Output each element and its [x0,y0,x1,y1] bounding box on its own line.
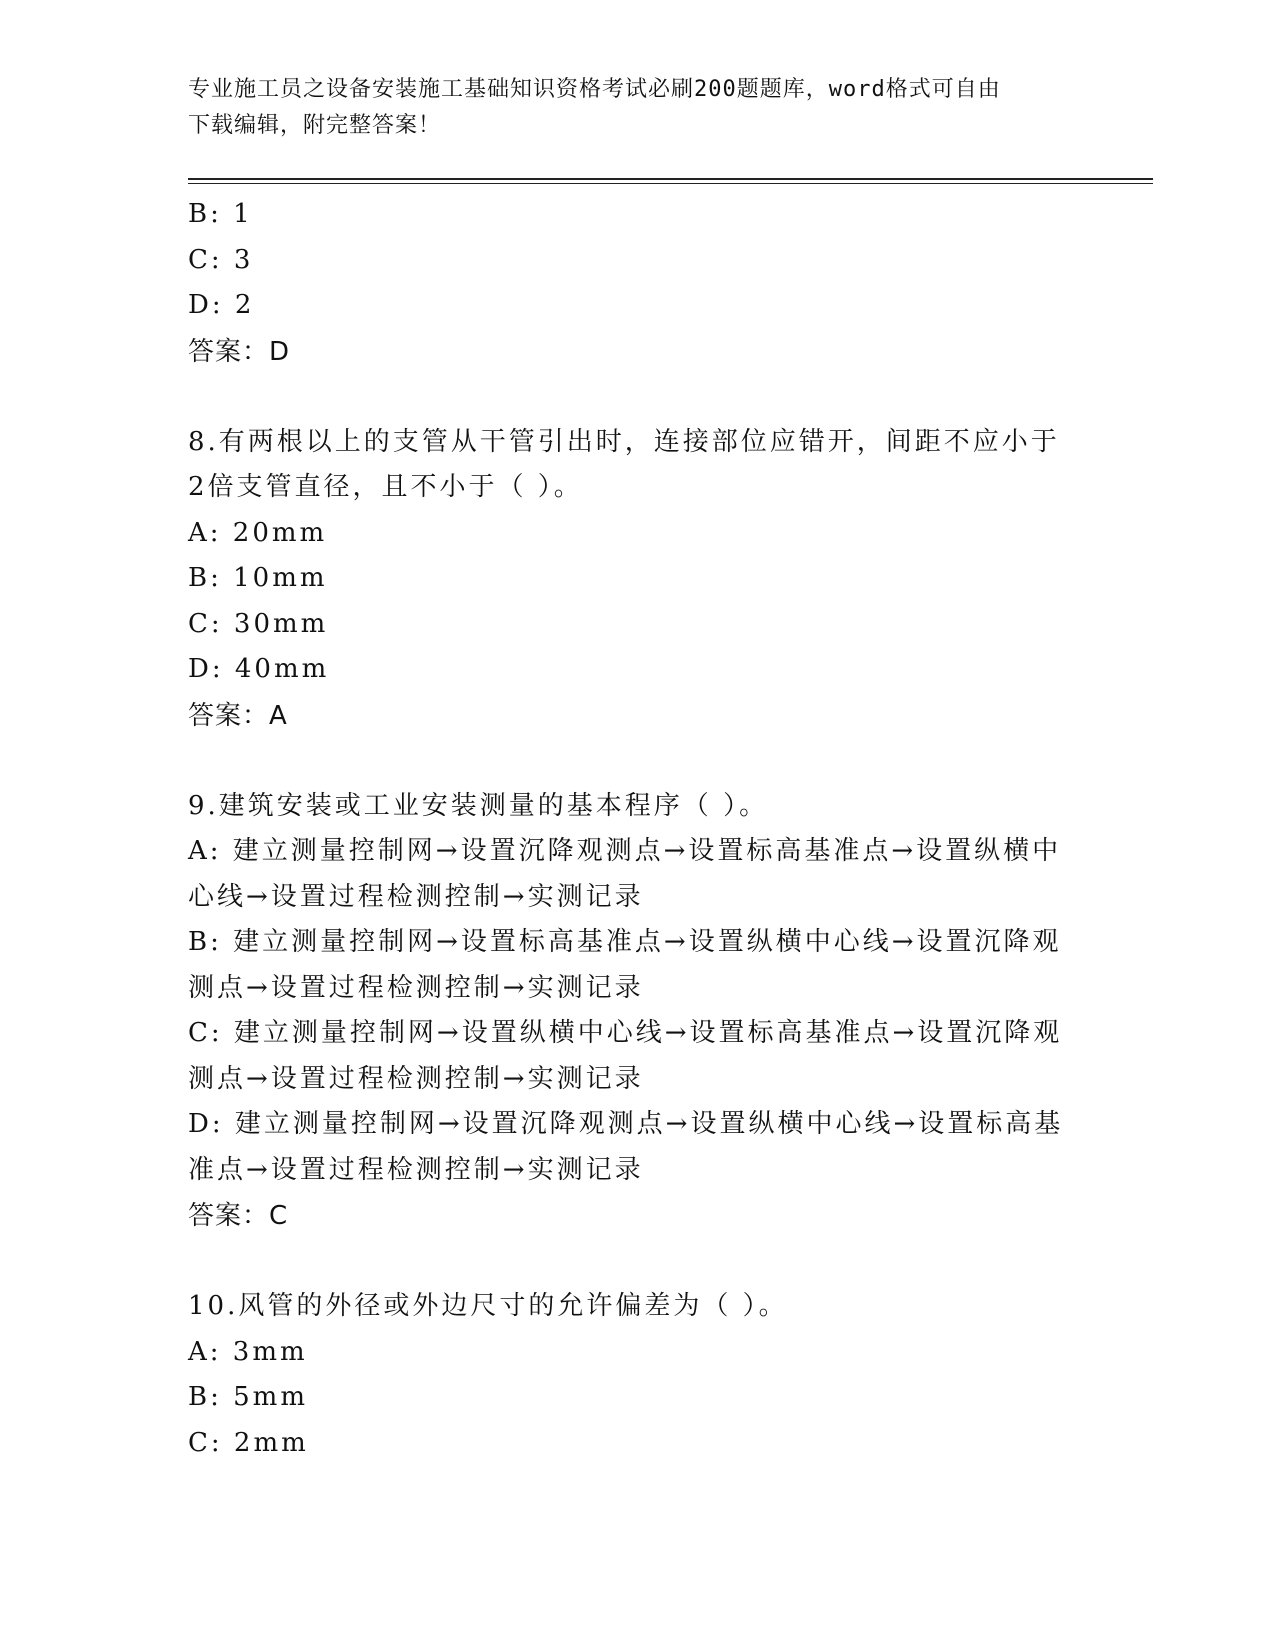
option-a: A: 20mm [188,517,328,548]
option-d-line-2: 准点→设置过程检测控制→实测记录 [188,1154,644,1185]
question-9 [188,784,1088,1240]
question-text: 9.建筑安装或工业安装测量的基本程序（ ）。 [188,790,769,821]
question-7 [188,192,1088,375]
option-d: D: 40mm [188,654,330,684]
question-10 [188,1284,1088,1466]
document-header [188,72,1088,144]
option-a: A: 3mm [188,1336,308,1367]
option-d: D: 2 [188,290,255,320]
option-a-line-1: A: 建立测量控制网→设置沉降观测点→设置标高基准点→设置纵横中 [188,836,1062,866]
option-a-line-2: 心线→设置过程检测控制→实测记录 [188,881,644,912]
header-line-2: 下载编辑，附完整答案！ [188,113,442,138]
question-8 [188,420,1088,739]
header-rule-thin [188,183,1153,184]
spacer [188,375,1088,420]
header-line-1: 专业施工员之设备安装施工基础知识资格考试必刷200题题库，word格式可自由 [188,77,1001,102]
option-b: B: 10mm [188,563,328,593]
option-b: B: 5mm [188,1382,308,1412]
spacer [188,1239,1088,1284]
header-rule-thick [188,178,1153,180]
answer: 答案：A [188,700,288,731]
option-c: C: 30mm [188,608,329,639]
option-b: B: 1 [188,199,253,229]
spacer [188,739,1088,784]
option-c-line-1: C: 建立测量控制网→设置纵横中心线→设置标高基准点→设置沉降观 [188,1018,1063,1048]
option-b-line-2: 测点→设置过程检测控制→实测记录 [188,972,644,1003]
option-c: C: 2mm [188,1427,309,1458]
answer: 答案：C [188,1201,289,1231]
option-b-line-1: B: 建立测量控制网→设置标高基准点→设置纵横中心线→设置沉降观 [188,927,1062,957]
question-text-line-1: 8.有两根以上的支管从干管引出时，连接部位应错开，间距不应小于 [188,426,1060,457]
question-text-line-2: 2倍支管直径，且不小于（ ）。 [188,472,583,502]
option-c: C: 3 [188,244,254,275]
option-c-line-2: 测点→设置过程检测控制→实测记录 [188,1063,644,1094]
document-body [188,192,1088,1466]
answer: 答案：D [188,336,291,367]
question-text: 10.风管的外径或外边尺寸的允许偏差为（ ）。 [188,1291,788,1321]
option-d-line-1: D: 建立测量控制网→设置沉降观测点→设置纵横中心线→设置标高基 [188,1109,1064,1139]
